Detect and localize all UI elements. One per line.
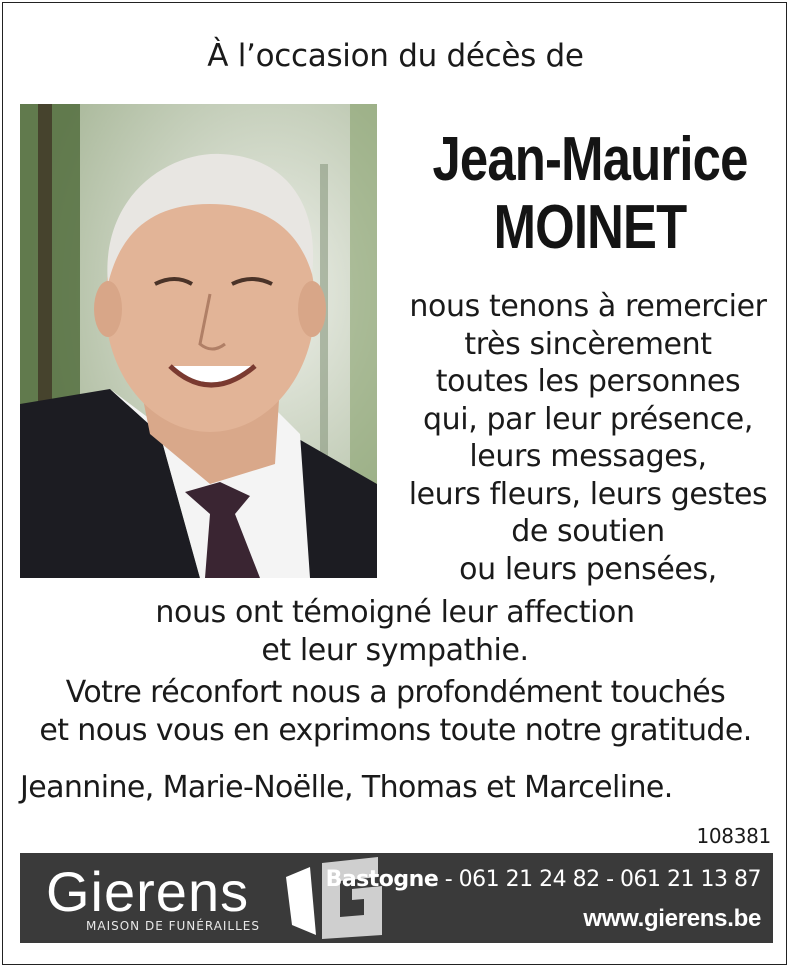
city-label: Bastogne — [325, 867, 439, 892]
deceased-first-name: Jean-Maurice — [432, 125, 748, 194]
thanks-line: leurs messages, — [469, 439, 707, 474]
brand-subtitle: MAISON DE FUNÉRAILLES — [86, 919, 261, 933]
thanks-paragraph — [388, 288, 788, 588]
portrait-photo — [20, 104, 377, 578]
contact-line — [326, 867, 761, 892]
affection-line: nous ont témoigné leur affection — [155, 595, 635, 630]
portrait-illustration — [20, 104, 377, 578]
comfort-line: Votre réconfort nous a profondément touchés — [65, 675, 726, 710]
affection-paragraph — [60, 594, 730, 670]
reference-number: 108381 — [696, 824, 771, 848]
website-link[interactable]: www.gierens.be — [583, 905, 761, 932]
thanks-line: qui, par leur présence, — [423, 401, 753, 437]
thanks-line: ou leurs pensées, — [459, 551, 717, 587]
thanks-line: nous tenons à remercier — [409, 289, 767, 324]
thanks-line: leurs fleurs, leurs gestes — [408, 476, 768, 512]
thanks-line: très sincèrement — [464, 326, 712, 362]
deceased-last-name: MOINET — [493, 193, 687, 262]
family-signoff: Jeannine, Marie-Noëlle, Thomas et Marceline. — [20, 770, 673, 805]
thanks-line: de soutien — [511, 514, 665, 549]
comfort-line: et nous vous en exprimons toute notre gratitude. — [39, 713, 752, 748]
thanks-line: toutes les personnes — [435, 364, 741, 399]
phone-numbers: - 061 21 24 82 - 061 21 13 87 — [438, 867, 761, 892]
brand-name: Gierens — [46, 860, 250, 923]
intro-text: À l’occasion du décès de — [207, 38, 584, 74]
comfort-paragraph — [0, 674, 791, 750]
funeral-home-banner — [20, 853, 773, 943]
affection-line: et leur sympathie. — [261, 633, 529, 668]
